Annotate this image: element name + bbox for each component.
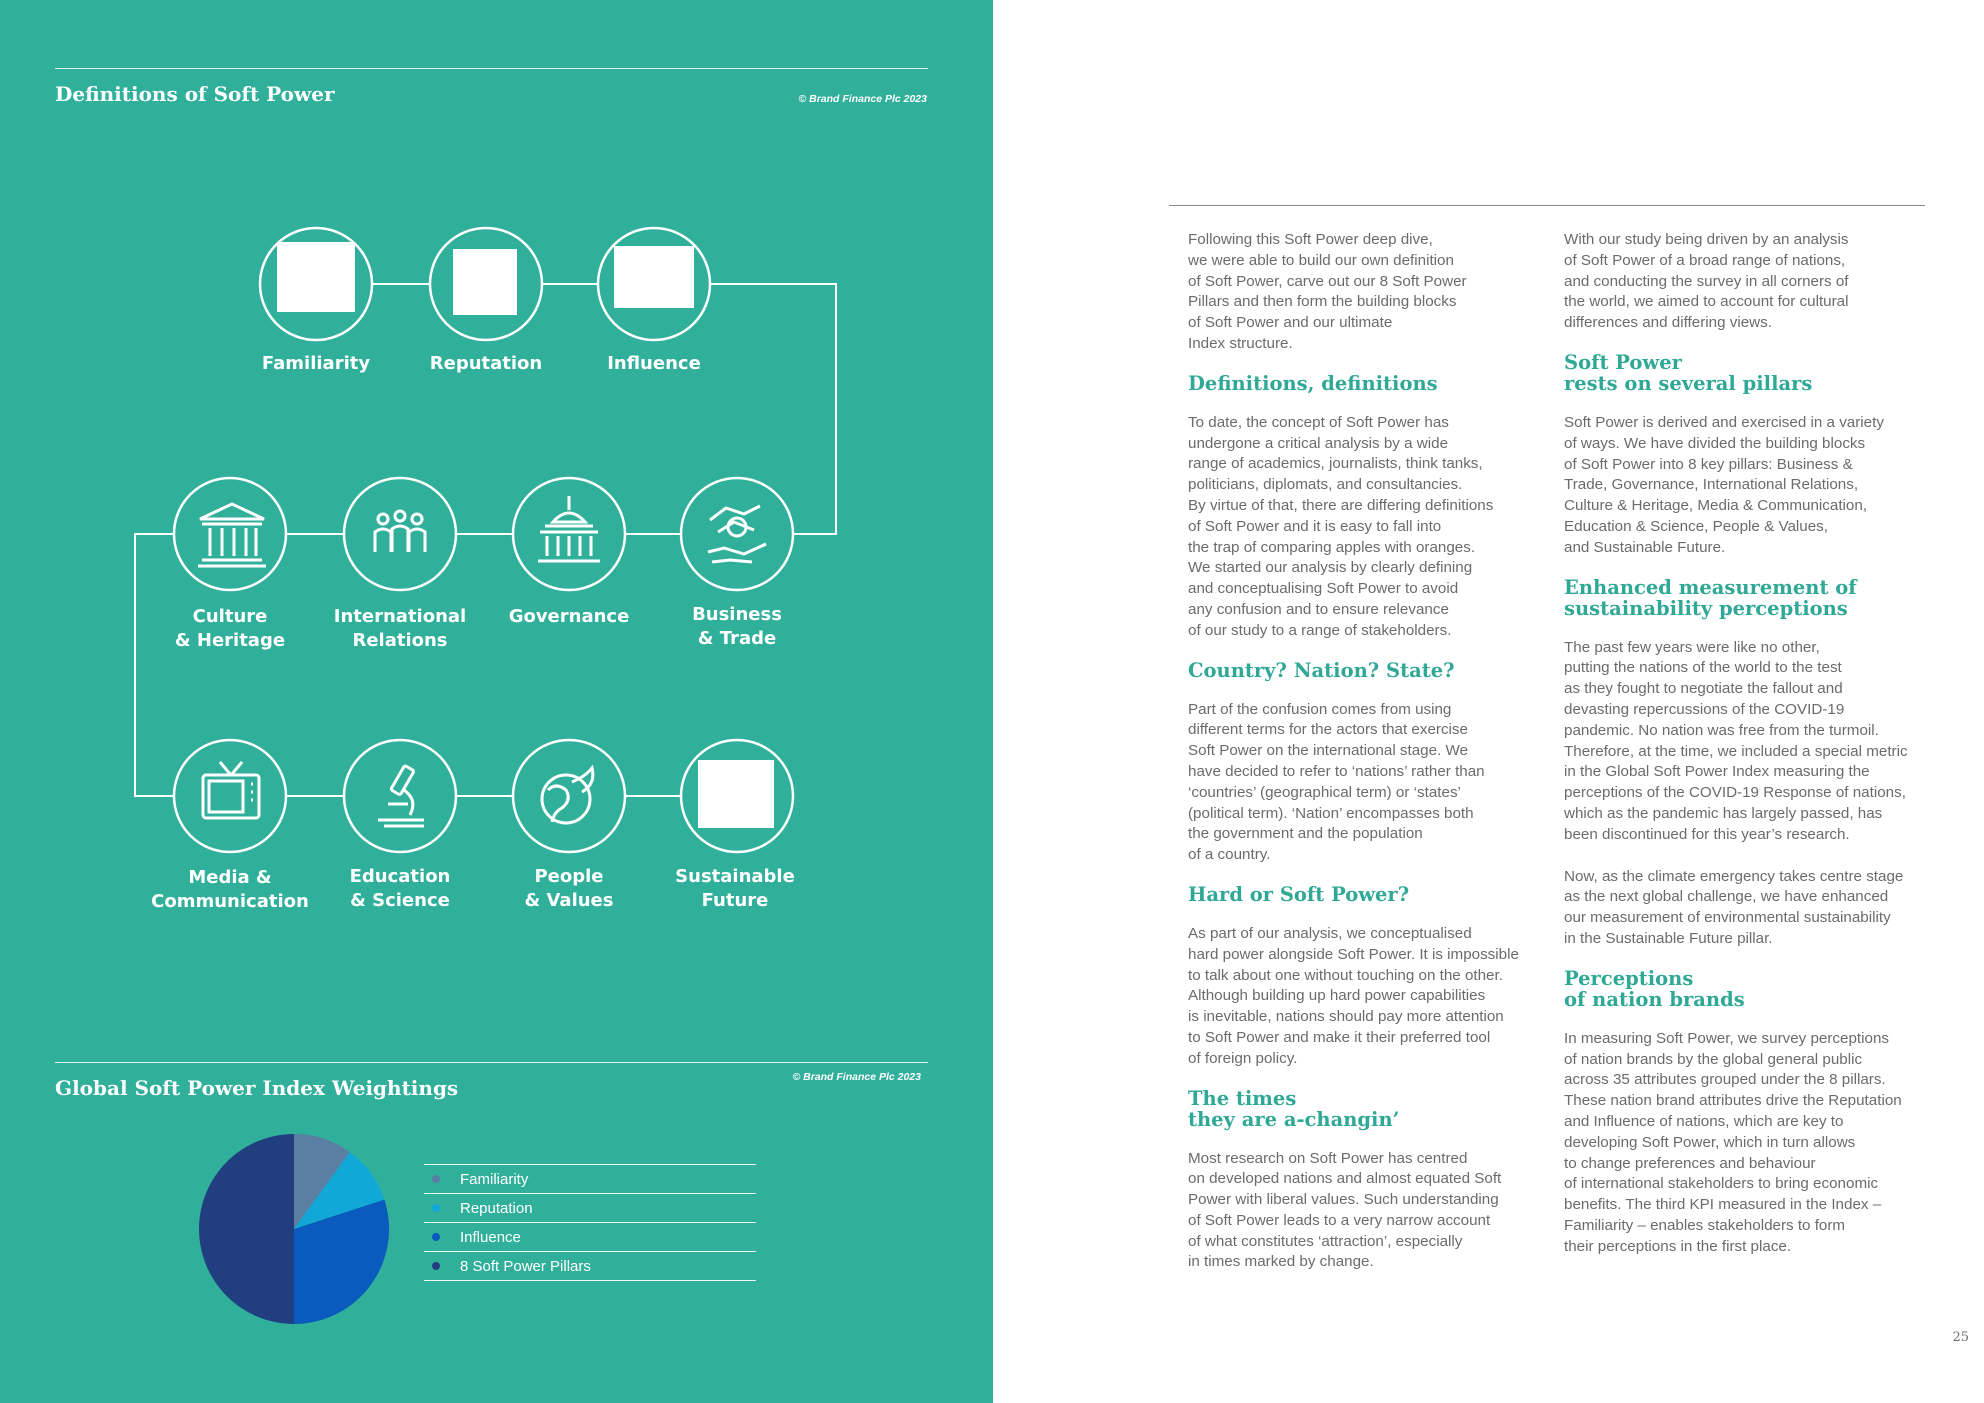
label-people-values: People & Values — [524, 866, 614, 911]
soft-power-diagram — [0, 0, 993, 1000]
sustainability-icon — [698, 760, 774, 828]
legend-swatch — [432, 1175, 440, 1183]
television-icon — [203, 762, 259, 818]
label-media-communication: Media & Communication — [151, 867, 309, 912]
microscope-icon — [378, 765, 424, 826]
influence-node — [598, 228, 710, 340]
label-governance: Governance — [508, 606, 630, 627]
influence-icon — [614, 246, 694, 308]
body-paragraph: Soft Power is derived and exercised in a variety of ways. We have divided the building blocks of Soft Power into 8 key pillars: Business & Trade, Governance, International Relations, Culture & Heritage, Media & Communication, Education & Science, People & Values, and Sustainable Future. — [1564, 413, 1884, 556]
label-culture-heritage: Culture & Heritage — [174, 606, 286, 651]
weightings-title: Global Soft Power Index Weightings — [55, 1076, 459, 1100]
people-group-icon — [375, 511, 425, 552]
section-heading: Perceptions of nation brands — [1564, 966, 1745, 1011]
globe-dove-icon — [542, 768, 593, 823]
familiarity-node — [260, 228, 372, 340]
business-trade-node — [681, 478, 793, 590]
governance-node — [513, 478, 625, 590]
international-relations-node — [344, 478, 456, 590]
right-page — [993, 0, 1984, 1403]
weightings-copyright: © Brand Finance Plc 2023 — [792, 1071, 921, 1083]
section-heading: Definitions, definitions — [1188, 371, 1438, 395]
legend-swatch — [432, 1204, 440, 1212]
label-influence: Influence — [607, 353, 701, 374]
node-circle — [174, 740, 286, 852]
definitions-title: Definitions of Soft Power — [55, 82, 335, 106]
education-science-node — [344, 740, 456, 852]
body-paragraph: Most research on Soft Power has centred on developed nations and almost equated Soft Power with liberal values. Such understanding of Soft Power leads to a very narrow account of what constitutes ‘attraction’, especially in times marked by change. — [1188, 1149, 1502, 1271]
section-heading: Soft Power rests on several pillars — [1564, 350, 1813, 395]
label-education-science: Education & Science — [349, 866, 451, 911]
body-paragraph: With our study being driven by an analysis of Soft Power of a broad range of nations, and conducting the survey in all corners of the world, we aimed to account for cultural differences and differing views. — [1564, 231, 1849, 332]
legend-item — [424, 1222, 756, 1251]
weightings-legend — [424, 1164, 756, 1281]
body-paragraph: To date, the concept of Soft Power has undergone a critical analysis by a wide range of academics, journalists, think tanks, politicians, diplomats, and consultancies. By virtue of that, there are differing definitions of Soft Power and it is easy to fall into the trap of comparing apples with oranges. We started our analysis by clearly defining and conceptualising Soft Power to avoid any confusion and to ensure relevance of our study to a range of stakeholders. — [1188, 413, 1494, 639]
page-number: 25 — [1952, 1330, 1969, 1345]
people-values-node — [513, 740, 625, 852]
definitions-copyright: © Brand Finance Plc 2023 — [798, 93, 927, 105]
text-column-2 — [1564, 230, 1934, 1257]
label-business-trade: Business & Trade — [692, 604, 782, 649]
section-heading: Enhanced measurement of sustainability perceptions — [1564, 575, 1857, 620]
label-familiarity: Familiarity — [261, 353, 371, 374]
legend-label: Reputation — [460, 1199, 533, 1217]
section-heading: Hard or Soft Power? — [1188, 882, 1410, 906]
legend-label: Familiarity — [460, 1170, 529, 1188]
museum-icon — [198, 504, 266, 566]
node-circle — [174, 478, 286, 590]
legend-label: 8 Soft Power Pillars — [460, 1257, 591, 1275]
section-heading: Country? Nation? State? — [1188, 658, 1455, 682]
media-communication-node — [174, 740, 286, 852]
section-heading: The times they are a-changin’ — [1188, 1086, 1400, 1131]
pie-slice-8-soft-power-pillars — [199, 1134, 294, 1324]
connector — [710, 284, 836, 534]
label-reputation: Reputation — [429, 353, 543, 374]
node-circle — [681, 478, 793, 590]
body-paragraph: In measuring Soft Power, we survey perceptions of nation brands by the global general public across 35 attributes grouped under the 8 pillars. These nation brand attributes drive the Reputation and Influence of nations, which are key to developing Soft Power, which in turn allows to change preferences and behaviour of international stakeholders to bring economic benefits. The third KPI measured in the Index – Familiarity – enables stakeholders to form their perceptions in the first place. — [1564, 1029, 1902, 1255]
body-paragraph: Following this Soft Power deep dive, we were able to build our own definition of Soft Power, carve out our 8 Soft Power Pillars and then form the building blocks of Soft Power and our ultimate Index structure. — [1188, 231, 1467, 352]
familiarity-icon — [277, 242, 355, 312]
body-paragraph: Now, as the climate emergency takes centre stage as the next global challenge, we have enhanced our measurement of environmental sustainability in the Sustainable Future pillar. — [1564, 867, 1904, 947]
body-paragraph: As part of our analysis, we conceptualised hard power alongside Soft Power. It is impossible to talk about one without touching on the other. Although building up hard power capabilities is inevitable, nations should pay more attention to Soft Power and make it their preferred tool of foreign policy. — [1188, 924, 1519, 1067]
capitol-building-icon — [538, 496, 600, 561]
text-column-1 — [1188, 230, 1558, 1273]
body-paragraph: The past few years were like no other, putting the nations of the world to the test as they fought to negotiate the fallout and devasting repercussions of the COVID-19 pandemic. No nation was free from the turmoil. Therefore, at the time, we included a special metric in the Global Soft Power Index measuring the perceptions of the COVID-19 Response of nations, which as the pandemic has largely passed, has been discontinued for this year’s research. — [1564, 638, 1908, 843]
reputation-icon — [453, 249, 517, 315]
weightings-pie-chart — [198, 1133, 390, 1325]
right-top-rule — [1169, 205, 1925, 206]
legend-item — [424, 1164, 756, 1193]
legend-item — [424, 1251, 756, 1281]
legend-swatch — [432, 1233, 440, 1241]
label-international-relations: International Relations — [333, 606, 467, 651]
body-paragraph: Part of the confusion comes from using different terms for the actors that exercise Soft Power on the international stage. We have decided to refer to ‘nations’ rather than ‘countries’ (geographical term) or ‘states’ (political term). ‘Nation’ encompasses both the government and the population of a country. — [1188, 700, 1485, 864]
node-circle — [513, 478, 625, 590]
weightings-rule — [55, 1062, 928, 1063]
label-sustainable-future: Sustainable Future — [675, 866, 795, 911]
connector — [135, 534, 174, 796]
node-circle — [344, 478, 456, 590]
legend-label: Influence — [460, 1228, 521, 1246]
sustainable-future-node — [681, 740, 793, 852]
culture-heritage-node — [174, 478, 286, 590]
handshake-icon — [708, 506, 766, 562]
reputation-node — [430, 228, 542, 340]
legend-swatch — [432, 1262, 440, 1270]
legend-item — [424, 1193, 756, 1222]
